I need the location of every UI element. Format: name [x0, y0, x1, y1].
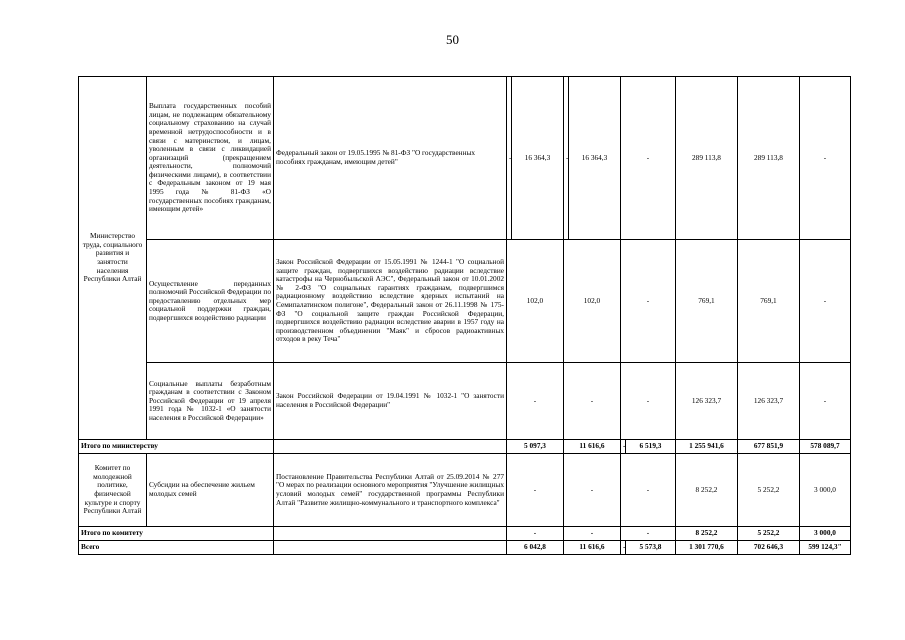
value-cell: - [621, 77, 676, 240]
value-cell: - [800, 77, 851, 240]
value-cell: 16 364,3 [512, 77, 564, 240]
row-legal-basis: Закон Российской Федерации от 19.04.1991 № 1032-1 "О занятости населения в Российской Федерации" [274, 363, 507, 440]
total-value: - [621, 527, 676, 541]
committee-total-row [79, 527, 851, 541]
grand-total-row [79, 541, 851, 555]
committee-name-cell: Комитет по молодежной политике, физической культуре и спорту Республики Алтай [79, 454, 147, 527]
total-value: - [507, 527, 564, 541]
total-value: 3 000,0 [800, 527, 851, 541]
total-value: - [564, 527, 621, 541]
value-cell: 102,0 [564, 240, 621, 363]
prefix-cell: - [564, 77, 569, 240]
total-value: 6 519,3 [626, 440, 676, 454]
row-legal-basis: Федеральный закон от 19.05.1995 № 81-ФЗ "О государственных пособиях гражданам, имеющим детей" [274, 77, 507, 240]
empty-cell [274, 541, 507, 555]
ministry-name-cell: Министерство труда, социального развития и занятости населения Республики Алтай [79, 77, 147, 440]
total-value: 578 089,7 [800, 440, 851, 454]
empty-cell [274, 527, 507, 541]
prefix-cell: - [621, 440, 626, 454]
value-cell: - [564, 454, 621, 527]
value-cell: - [621, 240, 676, 363]
row-legal-basis: Закон Российской Федерации от 15.05.1991 № 1244-1 "О социальной защите граждан, подвергшихся воздействию радиации вследствие катастрофы на Чернобыльской АЭС", Федеральный закон от 10.01.2002 № 2-ФЗ "О социальных гарантиях гражданам, подвергшимся радиационному воздействию вследствие ядерных испытаний на Семипалатинском полигоне", Федеральный закон от 26.11.1998 № 175-ФЗ "О социальной защите граждан Российской Федерации, подвергшихся воздействию радиации вследствие аварии в 1957 году на производственном объединении "Маяк" и сбросов радиоактивных отходов в реку Теча" [274, 240, 507, 363]
value-cell: - [800, 363, 851, 440]
row-description: Субсидии на обеспечение жильем молодых семей [147, 454, 274, 527]
value-cell: - [800, 240, 851, 363]
value-cell: 16 364,3 [569, 77, 621, 240]
total-value: 5 097,3 [507, 440, 564, 454]
row-description: Выплата государственных пособий лицам, не подлежащим обязательному социальному страхованию на случай временной нетрудоспособности и в связи с материнством, и лицам, уволенным в связи с ликвидацией организаций (прекращением деятельности, полномочий физическими лицами), в соответствии с Федеральным законом от 19 мая 1995 года № 81-ФЗ «О государственных пособиях гражданам, имеющим детей» [147, 77, 274, 240]
prefix-cell: - [507, 77, 512, 240]
value-cell: 8 252,2 [676, 454, 738, 527]
table-row [79, 77, 851, 240]
value-cell: 126 323,7 [676, 363, 738, 440]
value-cell: - [621, 454, 676, 527]
prefix-cell: - [621, 541, 626, 555]
total-value: 8 252,2 [676, 527, 738, 541]
value-cell: - [507, 454, 564, 527]
table-row [79, 240, 851, 363]
total-value: 1 301 770,6 [676, 541, 738, 555]
value-cell: 769,1 [676, 240, 738, 363]
total-value: 11 616,6 [564, 541, 621, 555]
value-cell: 5 252,2 [738, 454, 800, 527]
row-description: Социальные выплаты безработным гражданам в соответствии с Законом Российской Федерации от 19 апреля 1991 года № 1032-1 «О занятости населения в Российской Федерации» [147, 363, 274, 440]
table-row [79, 454, 851, 527]
total-value: 11 616,6 [564, 440, 621, 454]
ministry-total-row [79, 440, 851, 454]
budget-table [78, 76, 851, 555]
table-row [79, 363, 851, 440]
empty-cell [274, 440, 507, 454]
total-value: 5 573,8 [626, 541, 676, 555]
row-legal-basis: Постановление Правительства Республики Алтай от 25.09.2014 № 277 "О мерах по реализации основного мероприятия "Улучшение жилищных условий молодых семей" государственной программы Республики Алтай "Развитие жилищно-коммунального и транспортного комплекса" [274, 454, 507, 527]
value-cell: - [621, 363, 676, 440]
total-value: 702 646,3 [738, 541, 800, 555]
value-cell: 126 323,7 [738, 363, 800, 440]
total-value: 677 851,9 [738, 440, 800, 454]
total-label: Итого по министерству [79, 440, 274, 454]
row-description: Осуществление переданных полномочий Российской Федерации по предоставлению отдельных мер социальной поддержки граждан, подвергшихся воздействию радиации [147, 240, 274, 363]
total-value: 6 042,8 [507, 541, 564, 555]
total-label: Всего [79, 541, 274, 555]
total-value: 1 255 941,6 [676, 440, 738, 454]
total-value: 5 252,2 [738, 527, 800, 541]
value-cell: 289 113,8 [676, 77, 738, 240]
value-cell: 289 113,8 [738, 77, 800, 240]
value-cell: 769,1 [738, 240, 800, 363]
value-cell: 102,0 [507, 240, 564, 363]
total-label: Итого по комитету [79, 527, 274, 541]
value-cell: - [564, 363, 621, 440]
value-cell: - [507, 363, 564, 440]
total-value: 599 124,3" [800, 541, 851, 555]
value-cell: 3 000,0 [800, 454, 851, 527]
page-number: 50 [446, 32, 459, 47]
